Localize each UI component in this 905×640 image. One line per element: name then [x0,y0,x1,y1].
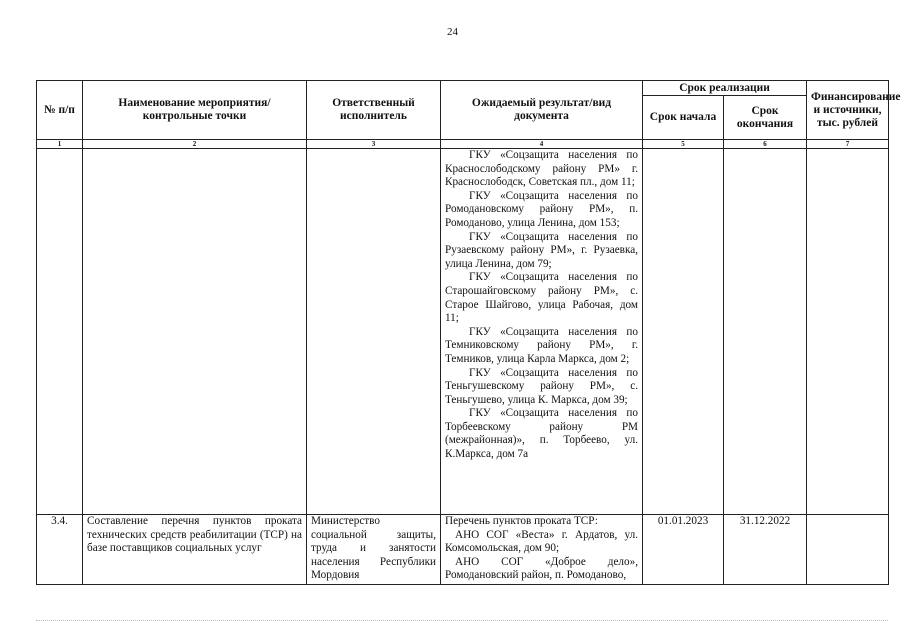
column-number: 7 [807,140,889,149]
list-item: ГКУ «Соцзащита населения по Рузаевскому району РМ», г. Рузаевка, улица Ленина, дом 79; [445,230,638,270]
list-item: ГКУ «Соцзащита населения по Торбеевскому району РМ (межрайонная)», п. Торбеево, ул. К.Маркса, дом 7а [445,407,638,461]
result-title: Перечень пунктов проката ТСР: [445,515,599,527]
page-number: 24 [447,26,458,38]
finance-cell [807,515,889,585]
column-number: 3 [307,140,441,149]
header-name: Наименование мероприятия/ контрольные точки [83,81,307,140]
result-cell [441,149,643,515]
header-period: Срок реализации [643,81,807,96]
column-number-row [37,140,889,149]
header-end: Срок окончания [724,96,807,140]
row-number: 3.4. [37,515,83,585]
result-cell [441,515,643,585]
header-executor: Ответственный исполнитель [307,81,441,140]
list-item: ГКУ «Соцзащита населения по Темниковскому району РМ», г. Темников, улица Карла Маркса, дом 2; [445,325,638,365]
activity-name: Составление перечня пунктов проката технических средств реабилитации (ТСР) на базе поставщиков социальных услуг [83,515,307,585]
column-number: 5 [643,140,724,149]
list-item: АНО СОГ «Веста» г. Ардатов, ул. Комсомольская, дом 90; [445,528,638,555]
header-result: Ожидаемый результат/вид документа [441,81,643,140]
header-start: Срок начала [643,96,724,140]
column-number: 2 [83,140,307,149]
start-date: 01.01.2023 [643,515,724,585]
header-finance: Финансирование и источники, тыс. рублей [807,81,889,140]
list-item: АНО СОГ «Доброе дело», Ромодановский район, п. Ромоданово, [445,555,638,582]
column-number: 1 [37,140,83,149]
table-row-continuation [37,149,889,515]
list-item: ГКУ «Соцзащита населения по Ромодановскому району РМ», п. Ромоданово, улица Ленина, дом 153; [445,189,638,229]
divider [36,620,888,621]
activity-plan-table [36,80,901,585]
list-item: ГКУ «Соцзащита населения по Теньгушевскому району РМ», с. Теньгушево, улица К. Маркса, дом 39; [445,366,638,406]
list-item: ГКУ «Соцзащита населения по Старошайговскому району РМ», с. Старое Шайгово, улица Рабочая, дом 11; [445,271,638,325]
column-number: 6 [724,140,807,149]
end-date: 31.12.2022 [724,515,807,585]
column-number: 4 [441,140,643,149]
header-num: № п/п [37,81,83,140]
list-item: ГКУ «Соцзащита населения по Краснослободскому району РМ» г. Краснослободск, Советская пл., дом 11; [445,149,638,189]
executor-name: Министерство социальной защиты, труда и занятости населения Республики Мордовия [307,515,441,585]
table-row-3-4 [37,515,889,585]
